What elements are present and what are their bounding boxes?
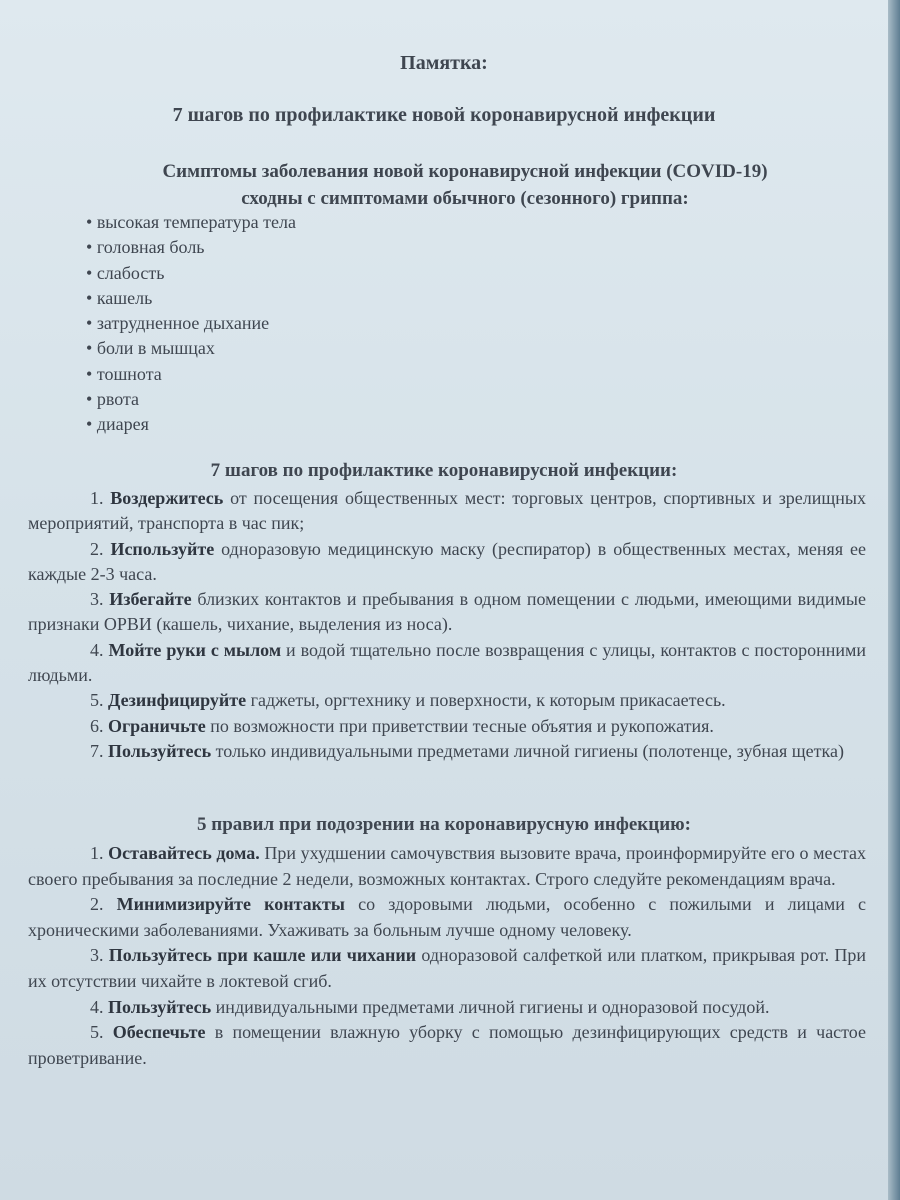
prevention-steps-heading: 7 шагов по профилактике коронавирусной инфекции: <box>210 460 678 481</box>
step-action: Ограничьте <box>108 715 206 736</box>
rule-number: 4. <box>90 996 104 1017</box>
suspicion-rule <box>28 841 866 892</box>
step-text: одноразовую медицинскую маску (респиратор) в общественных местах, меняя ее каждые 2-3 часа. <box>28 538 867 584</box>
step-action: Дезинфицируйте <box>108 690 247 711</box>
symptoms-heading-line1: Симптомы заболевания новой коронавирусной инфекции (COVID-19) <box>162 161 768 182</box>
rule-number: 2. <box>90 894 104 915</box>
step-action: Избегайте <box>109 589 192 610</box>
step-number: 4. <box>90 639 104 660</box>
step-number: 5. <box>90 690 104 711</box>
suspicion-rule <box>28 892 866 943</box>
prevention-step <box>28 688 866 713</box>
suspicion-rules-heading: 5 правил при подозрении на коронавирусную инфекцию: <box>197 814 691 835</box>
step-text: гаджеты, оргтехнику и поверхности, к которым прикасаетесь. <box>246 690 726 711</box>
step-number: 6. <box>90 715 104 736</box>
step-number: 2. <box>90 538 104 559</box>
prevention-step <box>28 714 866 739</box>
symptom-item: • затрудненное дыхание <box>86 311 296 336</box>
rule-text: При ухудшении самочувствия вызовите врача, проинформируйте его о местах своего пребывания за последние 2 недели, возможных контактах. Строго следуйте рекомендациям врача. <box>28 843 866 889</box>
symptoms-heading-line2: сходны с симптомами обычного (сезонного) гриппа: <box>241 188 689 209</box>
suspicion-rule <box>28 995 866 1021</box>
step-number: 3. <box>90 589 104 610</box>
prevention-steps-list <box>28 486 866 764</box>
prevention-step <box>28 587 866 638</box>
suspicion-rule <box>28 943 866 994</box>
step-number: 1. <box>90 488 104 508</box>
step-text: только индивидуальными предметами личной гигиены (полотенце, зубная щетка) <box>211 740 844 761</box>
rule-text: со здоровыми людьми, особенно с пожилыми и лицами с хроническими заболеваниями. Ухаживать за больным лучше одному человеку. <box>28 894 866 940</box>
symptom-item: • тошнота <box>86 362 296 387</box>
symptom-item: • кашель <box>86 286 296 311</box>
rule-action: Оставайтесь дома. <box>108 843 260 863</box>
step-number: 7. <box>90 740 104 761</box>
rule-action: Пользуйтесь при кашле или чихании <box>108 945 417 966</box>
symptom-item: • боли в мышцах <box>86 336 296 361</box>
symptom-item: • высокая температура тела <box>86 210 296 235</box>
rule-action: Минимизируйте контакты <box>116 894 345 915</box>
prevention-step <box>28 638 866 689</box>
rule-text: в помещении влажную уборку с помощью дезинфицирующих средств и частое проветривание. <box>28 1022 867 1068</box>
step-text: по возможности при приветствии тесные объятия и рукопожатия. <box>205 715 714 736</box>
paper-edge-shadow <box>888 0 900 1200</box>
rule-number: 5. <box>90 1022 104 1043</box>
rule-action: Обеспечьте <box>112 1022 206 1043</box>
prevention-step <box>28 486 866 537</box>
rule-text: индивидуальными предметами личной гигиены и одноразовой посудой. <box>211 996 770 1017</box>
document-subtitle: 7 шагов по профилактике новой коронавирусной инфекции <box>172 104 716 126</box>
rule-number: 3. <box>90 945 104 966</box>
rule-text: одноразовой салфеткой или платком, прикрывая рот. При их отсутствии чихайте в локтевой сгиб. <box>28 945 867 991</box>
suspicion-rule <box>28 1020 866 1071</box>
step-action: Мойте руки с мылом <box>108 639 282 660</box>
step-text: от посещения общественных мест: торговых центров, спортивных и зрелищных мероприятий, транспорта в час пик; <box>28 488 866 534</box>
symptom-item: • рвота <box>86 387 296 412</box>
step-action: Воздержитесь <box>110 488 224 508</box>
suspicion-rules-list <box>28 841 866 1071</box>
step-text: и водой тщательно после возвращения с улицы, контактов с посторонними людьми. <box>28 639 867 686</box>
symptoms-list <box>86 210 296 438</box>
symptom-item: • головная боль <box>86 235 296 260</box>
symptoms-heading <box>60 158 870 212</box>
step-text: близких контактов и пребывания в одном помещении с людьми, имеющими видимые признаки ОРВИ (кашель, чихание, выделения из носа). <box>28 589 867 635</box>
symptom-item: • диарея <box>86 412 296 437</box>
rule-action: Пользуйтесь <box>108 996 212 1017</box>
prevention-step <box>28 537 866 588</box>
prevention-step <box>28 739 866 764</box>
document-title: Памятка: <box>400 52 488 74</box>
symptom-item: • слабость <box>86 261 296 286</box>
step-action: Пользуйтесь <box>108 740 212 761</box>
rule-number: 1. <box>90 843 104 863</box>
step-action: Используйте <box>110 538 215 559</box>
